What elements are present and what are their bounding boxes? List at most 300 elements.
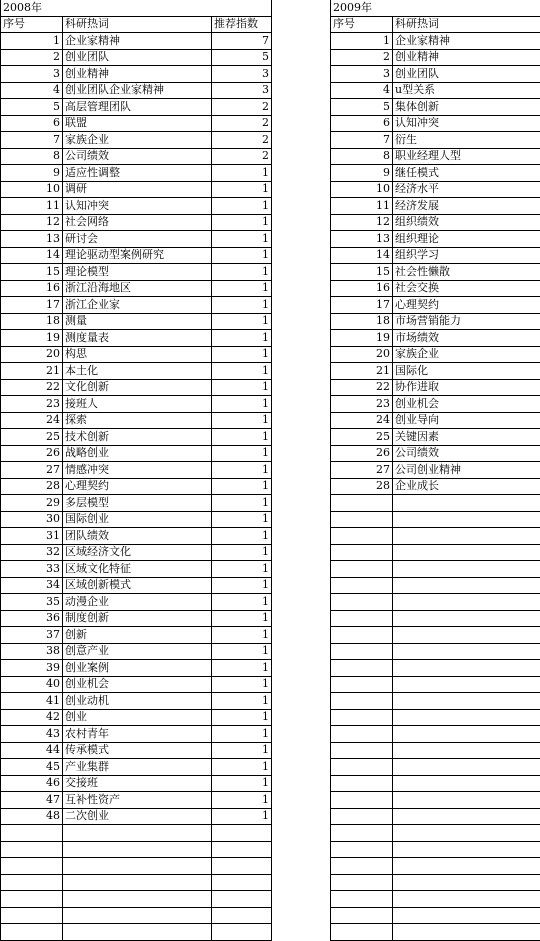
row-score-2008[interactable]: 1 — [212, 792, 272, 809]
row-score-2008[interactable]: 1 — [212, 181, 272, 198]
row-index-2008[interactable]: 4 — [1, 82, 63, 99]
row-index-2009[interactable]: 27 — [331, 462, 393, 479]
row-index-2009[interactable] — [331, 660, 393, 677]
row-index-2009[interactable]: 24 — [331, 412, 393, 429]
row-score-2008[interactable]: 1 — [212, 445, 272, 462]
column-gap[interactable] — [272, 627, 331, 644]
row-score-2008[interactable]: 1 — [212, 544, 272, 561]
column-gap[interactable] — [272, 726, 331, 743]
row-keyword-2009[interactable] — [393, 660, 540, 677]
row-index-2009[interactable] — [331, 759, 393, 776]
row-keyword-2009[interactable]: 创业团队 — [393, 66, 540, 83]
row-keyword-2008[interactable]: 区域文化特征 — [63, 561, 212, 578]
row-keyword-2008[interactable]: 创业动机 — [63, 693, 212, 710]
row-score-2008[interactable] — [212, 858, 272, 875]
row-index-2009[interactable]: 6 — [331, 115, 393, 132]
header-keyword-2009[interactable]: 科研热词 — [393, 16, 540, 33]
row-score-2008[interactable]: 1 — [212, 726, 272, 743]
row-keyword-2008[interactable]: 企业家精神 — [63, 33, 212, 50]
row-index-2008[interactable]: 39 — [1, 660, 63, 677]
column-gap[interactable] — [272, 330, 331, 347]
row-keyword-2009[interactable]: 市场营销能力 — [393, 313, 540, 330]
column-gap[interactable] — [272, 445, 331, 462]
column-gap[interactable] — [272, 759, 331, 776]
row-keyword-2008[interactable]: 心理契约 — [63, 478, 212, 495]
row-keyword-2008[interactable]: 创业案例 — [63, 660, 212, 677]
row-index-2009[interactable]: 16 — [331, 280, 393, 297]
row-score-2008[interactable]: 1 — [212, 330, 272, 347]
row-index-2008[interactable] — [1, 874, 63, 891]
row-score-2008[interactable]: 5 — [212, 49, 272, 66]
column-gap[interactable] — [272, 82, 331, 99]
row-index-2008[interactable]: 7 — [1, 132, 63, 149]
row-keyword-2009[interactable] — [393, 907, 540, 924]
column-gap[interactable] — [272, 825, 331, 842]
row-score-2008[interactable]: 1 — [212, 214, 272, 231]
row-keyword-2009[interactable] — [393, 693, 540, 710]
row-keyword-2008[interactable]: 认知冲突 — [63, 198, 212, 215]
column-gap[interactable] — [272, 16, 331, 33]
row-score-2008[interactable]: 1 — [212, 511, 272, 528]
row-score-2008[interactable]: 1 — [212, 396, 272, 413]
column-gap[interactable] — [272, 511, 331, 528]
row-keyword-2009[interactable]: 继任模式 — [393, 165, 540, 182]
row-score-2008[interactable] — [212, 825, 272, 842]
row-keyword-2009[interactable] — [393, 561, 540, 578]
year-2009-label[interactable]: 2009年 — [331, 0, 540, 16]
row-keyword-2008[interactable]: 区域经济文化 — [63, 544, 212, 561]
row-score-2008[interactable]: 1 — [212, 709, 272, 726]
row-keyword-2008[interactable]: 创新 — [63, 627, 212, 644]
row-score-2008[interactable]: 1 — [212, 363, 272, 380]
row-index-2008[interactable]: 17 — [1, 297, 63, 314]
row-index-2008[interactable]: 42 — [1, 709, 63, 726]
row-keyword-2008[interactable]: 适应性调整 — [63, 165, 212, 182]
column-gap[interactable] — [272, 610, 331, 627]
column-gap[interactable] — [272, 231, 331, 248]
row-index-2008[interactable]: 44 — [1, 742, 63, 759]
row-index-2009[interactable] — [331, 676, 393, 693]
row-score-2008[interactable] — [212, 891, 272, 908]
column-gap[interactable] — [272, 33, 331, 50]
row-score-2008[interactable]: 1 — [212, 808, 272, 825]
row-keyword-2009[interactable] — [393, 594, 540, 611]
row-keyword-2008[interactable]: 测度量表 — [63, 330, 212, 347]
column-gap[interactable] — [272, 544, 331, 561]
row-keyword-2008[interactable]: 技术创新 — [63, 429, 212, 446]
row-score-2008[interactable]: 1 — [212, 759, 272, 776]
row-keyword-2009[interactable]: u型关系 — [393, 82, 540, 99]
column-gap[interactable] — [272, 709, 331, 726]
row-index-2008[interactable]: 22 — [1, 379, 63, 396]
row-score-2008[interactable]: 3 — [212, 82, 272, 99]
row-keyword-2009[interactable] — [393, 742, 540, 759]
header-index-2008[interactable]: 序号 — [1, 16, 63, 33]
column-gap[interactable] — [272, 907, 331, 924]
column-gap[interactable] — [272, 924, 331, 941]
row-index-2009[interactable] — [331, 891, 393, 908]
row-keyword-2008[interactable]: 创业机会 — [63, 676, 212, 693]
row-index-2008[interactable]: 15 — [1, 264, 63, 281]
row-index-2008[interactable]: 10 — [1, 181, 63, 198]
row-index-2008[interactable]: 26 — [1, 445, 63, 462]
row-score-2008[interactable] — [212, 924, 272, 941]
row-score-2008[interactable]: 1 — [212, 643, 272, 660]
column-gap[interactable] — [272, 643, 331, 660]
header-keyword-2008[interactable]: 科研热词 — [63, 16, 212, 33]
column-gap[interactable] — [272, 0, 331, 16]
column-gap[interactable] — [272, 66, 331, 83]
row-index-2009[interactable]: 5 — [331, 99, 393, 116]
row-index-2008[interactable]: 43 — [1, 726, 63, 743]
row-score-2008[interactable]: 1 — [212, 775, 272, 792]
header-index-2009[interactable]: 序号 — [331, 16, 393, 33]
row-index-2008[interactable]: 27 — [1, 462, 63, 479]
row-keyword-2008[interactable]: 接班人 — [63, 396, 212, 413]
row-index-2008[interactable]: 24 — [1, 412, 63, 429]
row-score-2008[interactable]: 1 — [212, 478, 272, 495]
row-score-2008[interactable]: 1 — [212, 676, 272, 693]
row-score-2008[interactable]: 1 — [212, 198, 272, 215]
row-index-2009[interactable]: 17 — [331, 297, 393, 314]
row-index-2009[interactable]: 7 — [331, 132, 393, 149]
row-index-2009[interactable]: 12 — [331, 214, 393, 231]
row-score-2008[interactable]: 1 — [212, 594, 272, 611]
row-index-2009[interactable] — [331, 858, 393, 875]
row-score-2008[interactable]: 1 — [212, 231, 272, 248]
row-index-2008[interactable] — [1, 858, 63, 875]
row-keyword-2008[interactable] — [63, 907, 212, 924]
row-index-2009[interactable]: 22 — [331, 379, 393, 396]
row-keyword-2008[interactable] — [63, 841, 212, 858]
row-keyword-2008[interactable]: 浙江沿海地区 — [63, 280, 212, 297]
row-keyword-2008[interactable]: 联盟 — [63, 115, 212, 132]
row-keyword-2008[interactable]: 浙江企业家 — [63, 297, 212, 314]
row-index-2008[interactable]: 37 — [1, 627, 63, 644]
row-keyword-2009[interactable] — [393, 544, 540, 561]
row-score-2008[interactable]: 1 — [212, 429, 272, 446]
row-index-2009[interactable]: 9 — [331, 165, 393, 182]
row-keyword-2008[interactable]: 交接班 — [63, 775, 212, 792]
row-index-2009[interactable] — [331, 792, 393, 809]
row-score-2008[interactable] — [212, 874, 272, 891]
row-keyword-2008[interactable]: 产业集群 — [63, 759, 212, 776]
row-index-2009[interactable] — [331, 528, 393, 545]
row-score-2008[interactable]: 3 — [212, 66, 272, 83]
column-gap[interactable] — [272, 742, 331, 759]
row-keyword-2009[interactable]: 社会交换 — [393, 280, 540, 297]
row-keyword-2009[interactable]: 组织绩效 — [393, 214, 540, 231]
row-score-2008[interactable]: 7 — [212, 33, 272, 50]
column-gap[interactable] — [272, 660, 331, 677]
column-gap[interactable] — [272, 214, 331, 231]
row-index-2008[interactable]: 13 — [1, 231, 63, 248]
row-keyword-2008[interactable]: 区域创新模式 — [63, 577, 212, 594]
row-score-2008[interactable]: 1 — [212, 495, 272, 512]
row-index-2009[interactable] — [331, 726, 393, 743]
column-gap[interactable] — [272, 49, 331, 66]
row-index-2009[interactable] — [331, 693, 393, 710]
row-index-2008[interactable]: 40 — [1, 676, 63, 693]
row-index-2008[interactable]: 45 — [1, 759, 63, 776]
row-score-2008[interactable]: 2 — [212, 132, 272, 149]
row-score-2008[interactable]: 1 — [212, 280, 272, 297]
row-keyword-2009[interactable]: 协作进取 — [393, 379, 540, 396]
row-index-2009[interactable]: 2 — [331, 49, 393, 66]
column-gap[interactable] — [272, 858, 331, 875]
row-keyword-2008[interactable]: 公司绩效 — [63, 148, 212, 165]
row-index-2009[interactable]: 18 — [331, 313, 393, 330]
column-gap[interactable] — [272, 132, 331, 149]
row-keyword-2009[interactable] — [393, 495, 540, 512]
row-score-2008[interactable]: 1 — [212, 577, 272, 594]
row-keyword-2008[interactable] — [63, 924, 212, 941]
row-index-2008[interactable]: 25 — [1, 429, 63, 446]
row-index-2009[interactable] — [331, 511, 393, 528]
column-gap[interactable] — [272, 874, 331, 891]
row-index-2009[interactable]: 25 — [331, 429, 393, 446]
column-gap[interactable] — [272, 280, 331, 297]
row-index-2008[interactable]: 36 — [1, 610, 63, 627]
row-keyword-2009[interactable] — [393, 676, 540, 693]
row-keyword-2009[interactable] — [393, 511, 540, 528]
row-index-2009[interactable]: 20 — [331, 346, 393, 363]
row-index-2009[interactable] — [331, 742, 393, 759]
row-keyword-2008[interactable]: 高层管理团队 — [63, 99, 212, 116]
column-gap[interactable] — [272, 313, 331, 330]
row-index-2008[interactable]: 34 — [1, 577, 63, 594]
row-keyword-2008[interactable]: 测量 — [63, 313, 212, 330]
column-gap[interactable] — [272, 264, 331, 281]
row-keyword-2009[interactable]: 经济发展 — [393, 198, 540, 215]
row-score-2008[interactable]: 1 — [212, 660, 272, 677]
row-index-2009[interactable] — [331, 924, 393, 941]
row-index-2008[interactable]: 33 — [1, 561, 63, 578]
row-index-2009[interactable] — [331, 610, 393, 627]
row-keyword-2008[interactable]: 理论驱动型案例研究 — [63, 247, 212, 264]
column-gap[interactable] — [272, 198, 331, 215]
row-index-2008[interactable]: 9 — [1, 165, 63, 182]
column-gap[interactable] — [272, 115, 331, 132]
row-index-2008[interactable]: 8 — [1, 148, 63, 165]
row-keyword-2008[interactable]: 本土化 — [63, 363, 212, 380]
row-keyword-2009[interactable]: 公司绩效 — [393, 445, 540, 462]
row-index-2008[interactable]: 48 — [1, 808, 63, 825]
column-gap[interactable] — [272, 462, 331, 479]
row-keyword-2008[interactable]: 创意产业 — [63, 643, 212, 660]
row-keyword-2009[interactable]: 集体创新 — [393, 99, 540, 116]
row-keyword-2008[interactable]: 战略创业 — [63, 445, 212, 462]
row-keyword-2009[interactable]: 组织学习 — [393, 247, 540, 264]
row-index-2009[interactable] — [331, 561, 393, 578]
row-index-2009[interactable]: 13 — [331, 231, 393, 248]
row-keyword-2009[interactable] — [393, 610, 540, 627]
row-score-2008[interactable] — [212, 907, 272, 924]
row-index-2008[interactable]: 35 — [1, 594, 63, 611]
row-score-2008[interactable]: 2 — [212, 99, 272, 116]
row-score-2008[interactable] — [212, 841, 272, 858]
column-gap[interactable] — [272, 561, 331, 578]
row-keyword-2009[interactable]: 组织理论 — [393, 231, 540, 248]
row-keyword-2008[interactable]: 二次创业 — [63, 808, 212, 825]
row-keyword-2008[interactable]: 调研 — [63, 181, 212, 198]
row-index-2008[interactable]: 3 — [1, 66, 63, 83]
column-gap[interactable] — [272, 297, 331, 314]
row-index-2009[interactable] — [331, 709, 393, 726]
row-keyword-2009[interactable] — [393, 792, 540, 809]
row-index-2009[interactable] — [331, 594, 393, 611]
row-keyword-2009[interactable] — [393, 775, 540, 792]
row-index-2008[interactable] — [1, 841, 63, 858]
row-keyword-2009[interactable]: 国际化 — [393, 363, 540, 380]
row-keyword-2008[interactable]: 创业精神 — [63, 66, 212, 83]
row-keyword-2009[interactable]: 认知冲突 — [393, 115, 540, 132]
row-index-2008[interactable]: 28 — [1, 478, 63, 495]
column-gap[interactable] — [272, 792, 331, 809]
row-index-2009[interactable]: 3 — [331, 66, 393, 83]
row-index-2008[interactable]: 11 — [1, 198, 63, 215]
row-index-2009[interactable]: 23 — [331, 396, 393, 413]
row-keyword-2008[interactable]: 传承模式 — [63, 742, 212, 759]
row-keyword-2009[interactable] — [393, 709, 540, 726]
row-keyword-2008[interactable]: 文化创新 — [63, 379, 212, 396]
row-keyword-2008[interactable]: 互补性资产 — [63, 792, 212, 809]
row-keyword-2009[interactable] — [393, 891, 540, 908]
row-index-2009[interactable] — [331, 907, 393, 924]
row-score-2008[interactable]: 2 — [212, 148, 272, 165]
row-index-2008[interactable]: 41 — [1, 693, 63, 710]
row-keyword-2008[interactable] — [63, 825, 212, 842]
row-score-2008[interactable]: 1 — [212, 693, 272, 710]
row-keyword-2009[interactable]: 衍生 — [393, 132, 540, 149]
row-index-2008[interactable]: 38 — [1, 643, 63, 660]
row-keyword-2009[interactable] — [393, 643, 540, 660]
row-score-2008[interactable]: 1 — [212, 610, 272, 627]
row-index-2009[interactable] — [331, 841, 393, 858]
row-index-2008[interactable]: 2 — [1, 49, 63, 66]
row-index-2008[interactable]: 1 — [1, 33, 63, 50]
row-index-2009[interactable] — [331, 577, 393, 594]
row-index-2009[interactable]: 8 — [331, 148, 393, 165]
row-index-2008[interactable]: 16 — [1, 280, 63, 297]
row-keyword-2008[interactable] — [63, 874, 212, 891]
row-index-2008[interactable] — [1, 924, 63, 941]
row-index-2009[interactable] — [331, 627, 393, 644]
row-index-2008[interactable]: 30 — [1, 511, 63, 528]
row-score-2008[interactable]: 1 — [212, 412, 272, 429]
row-index-2009[interactable]: 15 — [331, 264, 393, 281]
row-keyword-2008[interactable] — [63, 858, 212, 875]
row-score-2008[interactable]: 1 — [212, 313, 272, 330]
row-score-2008[interactable]: 1 — [212, 346, 272, 363]
row-index-2008[interactable]: 23 — [1, 396, 63, 413]
row-index-2009[interactable]: 10 — [331, 181, 393, 198]
row-keyword-2009[interactable] — [393, 759, 540, 776]
row-keyword-2008[interactable]: 多层模型 — [63, 495, 212, 512]
row-index-2008[interactable]: 19 — [1, 330, 63, 347]
row-keyword-2008[interactable]: 情感冲突 — [63, 462, 212, 479]
row-index-2009[interactable] — [331, 874, 393, 891]
row-index-2009[interactable]: 14 — [331, 247, 393, 264]
column-gap[interactable] — [272, 429, 331, 446]
row-index-2009[interactable]: 1 — [331, 33, 393, 50]
row-index-2008[interactable]: 21 — [1, 363, 63, 380]
row-keyword-2008[interactable]: 制度创新 — [63, 610, 212, 627]
row-score-2008[interactable]: 1 — [212, 379, 272, 396]
row-keyword-2009[interactable] — [393, 577, 540, 594]
row-index-2008[interactable]: 20 — [1, 346, 63, 363]
column-gap[interactable] — [272, 693, 331, 710]
row-index-2009[interactable] — [331, 775, 393, 792]
row-keyword-2008[interactable]: 团队绩效 — [63, 528, 212, 545]
row-index-2008[interactable] — [1, 825, 63, 842]
row-keyword-2009[interactable]: 职业经理人型 — [393, 148, 540, 165]
row-keyword-2009[interactable] — [393, 528, 540, 545]
row-index-2009[interactable]: 4 — [331, 82, 393, 99]
row-keyword-2009[interactable] — [393, 841, 540, 858]
column-gap[interactable] — [272, 676, 331, 693]
row-keyword-2009[interactable]: 家族企业 — [393, 346, 540, 363]
row-index-2008[interactable] — [1, 891, 63, 908]
row-keyword-2009[interactable]: 企业家精神 — [393, 33, 540, 50]
row-keyword-2009[interactable] — [393, 627, 540, 644]
column-gap[interactable] — [272, 577, 331, 594]
column-gap[interactable] — [272, 412, 331, 429]
row-keyword-2008[interactable]: 创业团队 — [63, 49, 212, 66]
column-gap[interactable] — [272, 181, 331, 198]
column-gap[interactable] — [272, 478, 331, 495]
row-keyword-2008[interactable]: 创业 — [63, 709, 212, 726]
row-keyword-2008[interactable]: 农村青年 — [63, 726, 212, 743]
row-index-2008[interactable]: 12 — [1, 214, 63, 231]
row-keyword-2008[interactable]: 动漫企业 — [63, 594, 212, 611]
row-keyword-2009[interactable]: 经济水平 — [393, 181, 540, 198]
column-gap[interactable] — [272, 148, 331, 165]
row-index-2008[interactable]: 5 — [1, 99, 63, 116]
row-keyword-2008[interactable]: 社会网络 — [63, 214, 212, 231]
row-index-2009[interactable] — [331, 825, 393, 842]
row-index-2008[interactable]: 14 — [1, 247, 63, 264]
row-keyword-2009[interactable]: 公司创业精神 — [393, 462, 540, 479]
row-index-2008[interactable]: 47 — [1, 792, 63, 809]
row-score-2008[interactable]: 1 — [212, 247, 272, 264]
column-gap[interactable] — [272, 495, 331, 512]
row-index-2009[interactable] — [331, 808, 393, 825]
column-gap[interactable] — [272, 99, 331, 116]
row-index-2009[interactable]: 28 — [331, 478, 393, 495]
column-gap[interactable] — [272, 363, 331, 380]
row-index-2009[interactable] — [331, 643, 393, 660]
row-keyword-2009[interactable]: 心理契约 — [393, 297, 540, 314]
row-keyword-2009[interactable] — [393, 726, 540, 743]
column-gap[interactable] — [272, 379, 331, 396]
row-score-2008[interactable]: 1 — [212, 561, 272, 578]
column-gap[interactable] — [272, 346, 331, 363]
row-keyword-2008[interactable] — [63, 891, 212, 908]
column-gap[interactable] — [272, 841, 331, 858]
row-index-2008[interactable]: 29 — [1, 495, 63, 512]
row-index-2009[interactable] — [331, 495, 393, 512]
row-keyword-2008[interactable]: 创业团队企业家精神 — [63, 82, 212, 99]
row-index-2009[interactable]: 11 — [331, 198, 393, 215]
row-keyword-2009[interactable] — [393, 825, 540, 842]
row-score-2008[interactable]: 1 — [212, 297, 272, 314]
row-keyword-2008[interactable]: 研讨会 — [63, 231, 212, 248]
row-score-2008[interactable]: 1 — [212, 462, 272, 479]
row-keyword-2009[interactable] — [393, 808, 540, 825]
row-score-2008[interactable]: 2 — [212, 115, 272, 132]
row-keyword-2008[interactable]: 国际创业 — [63, 511, 212, 528]
